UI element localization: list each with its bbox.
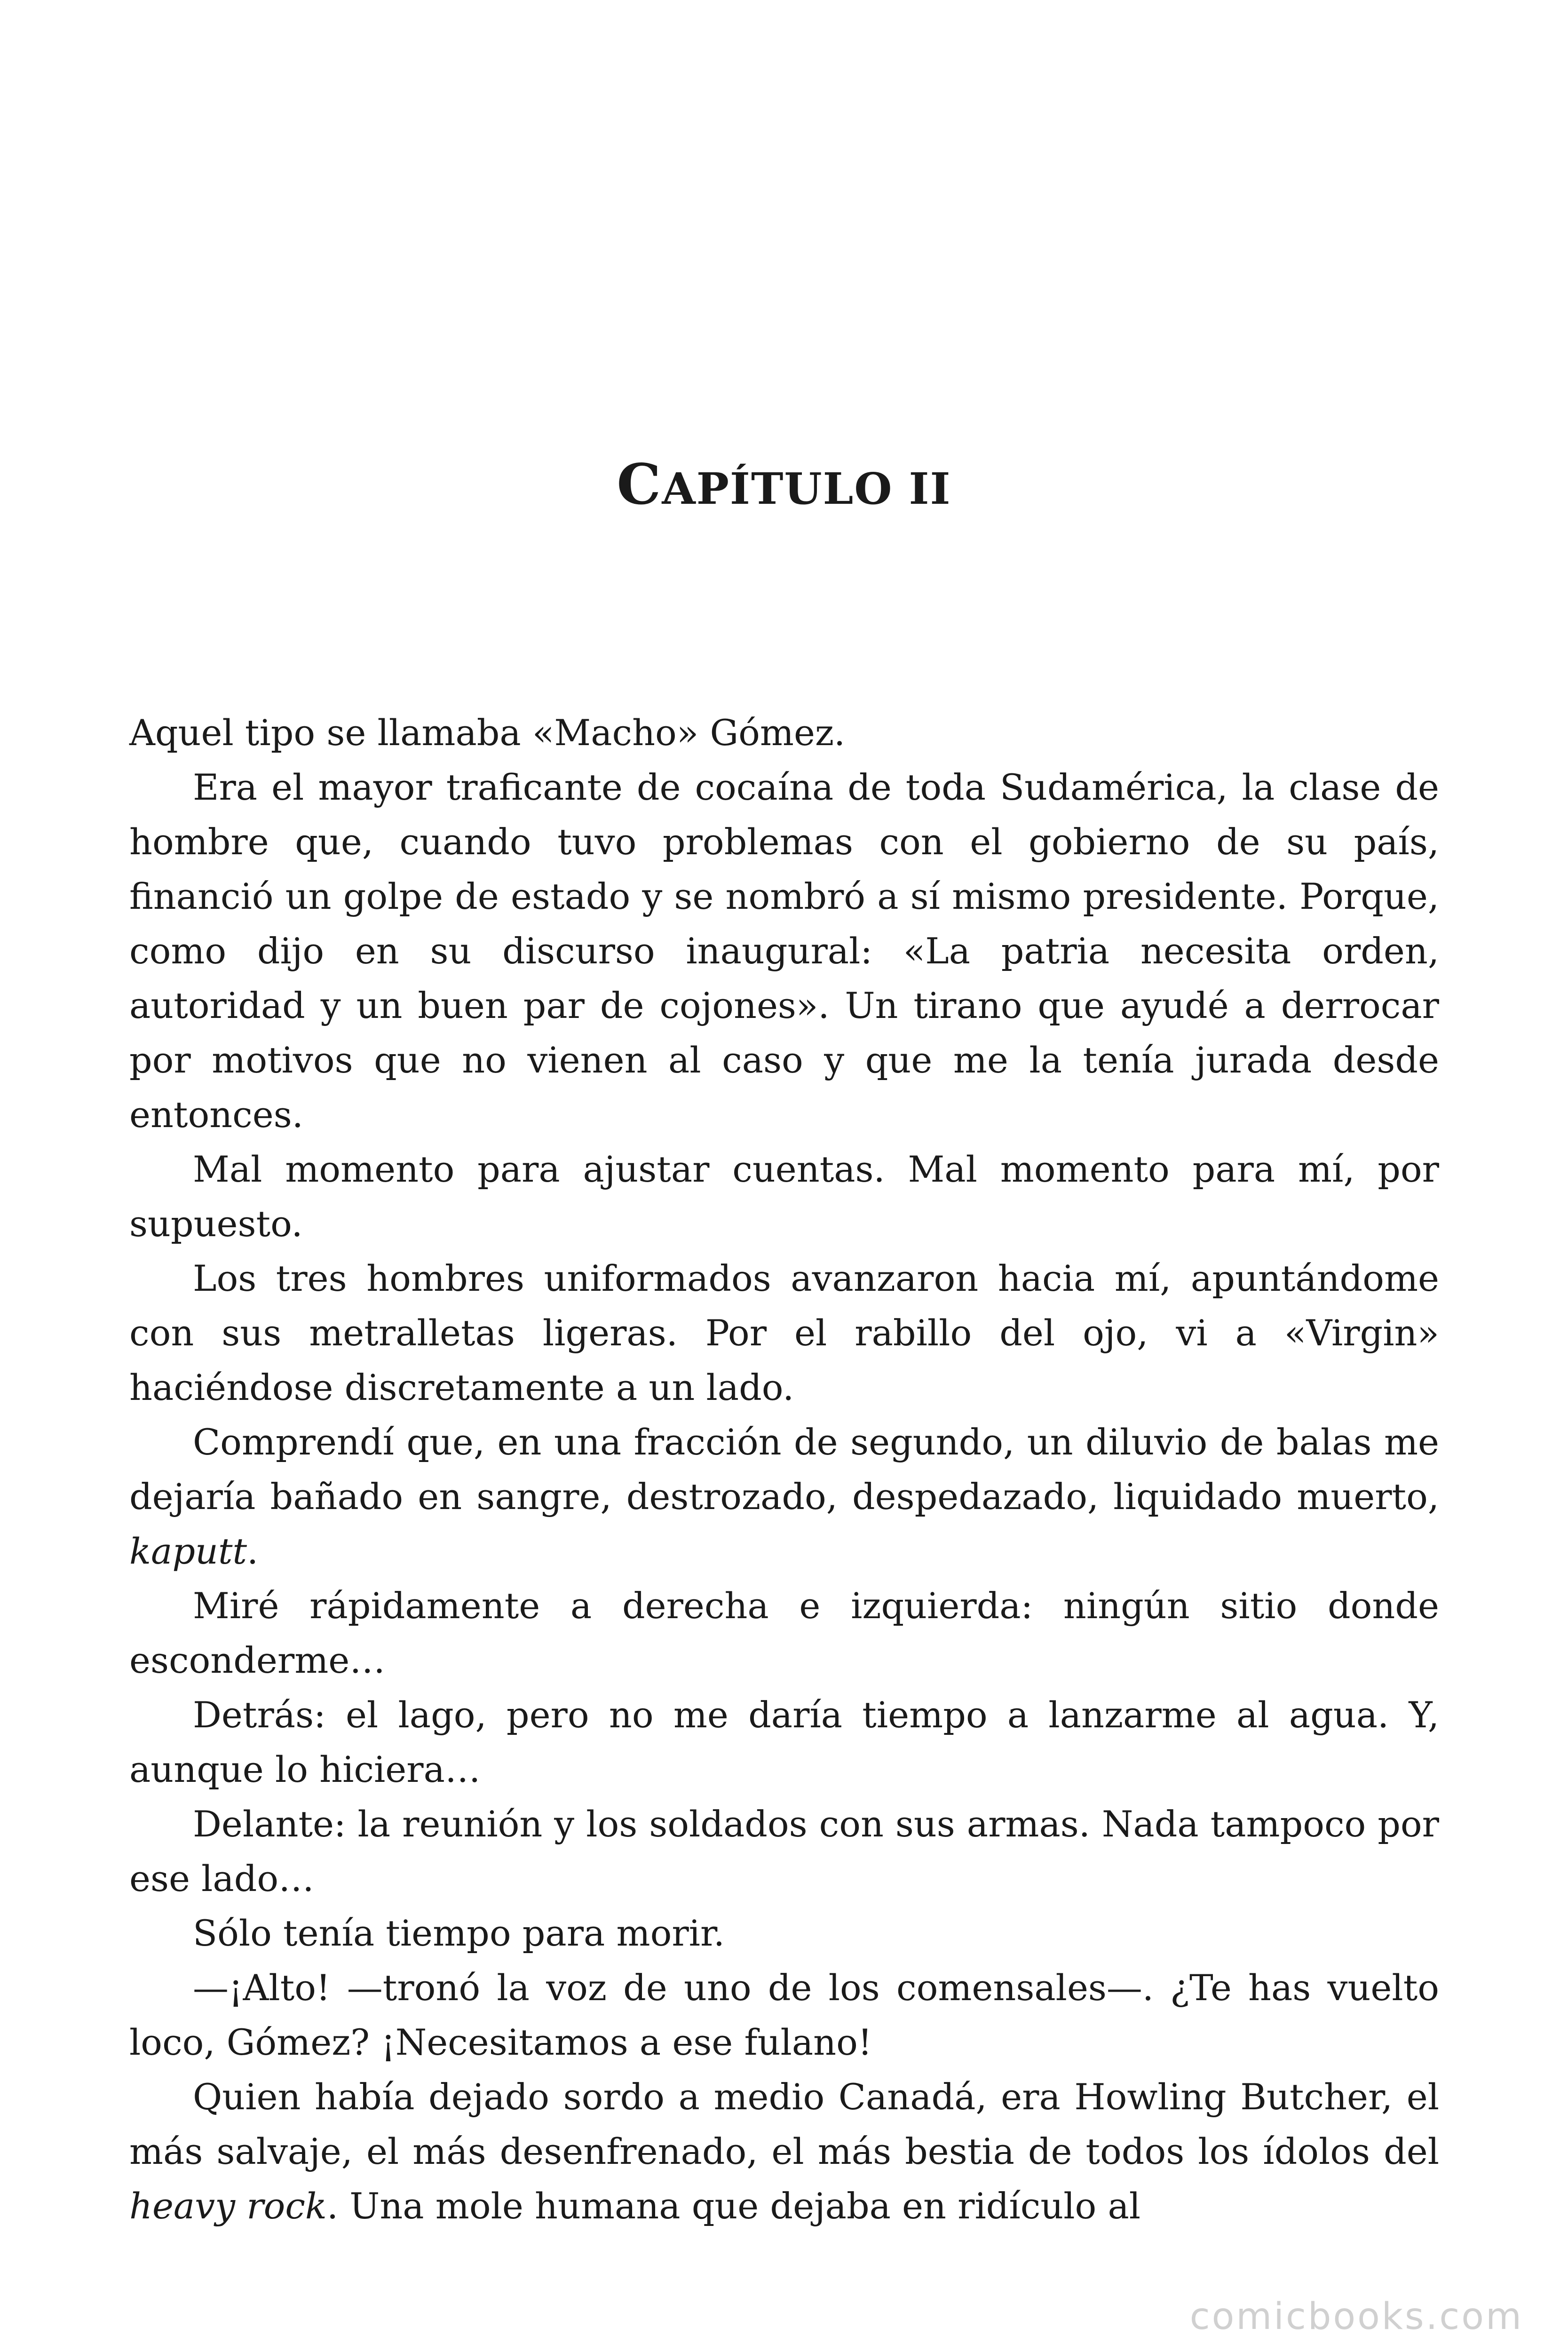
- paragraph: Mal momento para ajustar cuentas. Mal momento para mí, por supuesto.: [129, 1148, 1439, 1245]
- paragraph: Los tres hombres uniformados avanzaron hacia mí, apuntándome con sus metralletas ligeras. Por el rabillo del ojo, vi a «Virgin» haciéndose discretamente a un lado.: [129, 1257, 1439, 1408]
- italic-phrase: kaputt: [129, 1530, 247, 1572]
- paragraph: Detrás: el lago, pero no me daría tiempo a lanzarme al agua. Y, aunque lo hiciera…: [129, 1694, 1439, 1790]
- paragraph-text: . Una mole humana que dejaba en ridículo al: [326, 2185, 1141, 2227]
- paragraph: Era el mayor traficante de cocaína de toda Sudamérica, la clase de hombre que, cuando tuvo problemas con el gobierno de su país, financió un golpe de estado y se nombró a sí mismo presidente. Porque, como dijo en su discurso inaugural: «La patria necesita orden, autoridad y un buen par de cojones». Un tirano que ayudé a derrocar por motivos que no vienen al caso y que me la tenía jurada desde entonces.: [129, 766, 1439, 1136]
- chapter-title-initial: C: [617, 452, 662, 517]
- italic-phrase: heavy rock: [129, 2185, 327, 2227]
- paragraph: [129, 1415, 1439, 1579]
- paragraph: —¡Alto! —tronó la voz de uno de los comensales—. ¿Te has vuelto loco, Gómez? ¡Necesitamos a ese fulano!: [129, 1967, 1439, 2063]
- paragraph-text: .: [247, 1530, 259, 1572]
- paragraph-text: Quien había dejado sordo a medio Canadá, era Howling Butcher, el más salvaje, el más desenfrenado, el más bestia de todos los ídolos del: [129, 2076, 1439, 2172]
- chapter-body: [129, 706, 1439, 2233]
- paragraph: Delante: la reunión y los soldados con sus armas. Nada tampoco por ese lado…: [129, 1803, 1439, 1899]
- paragraph-text: Comprendí que, en una fracción de segundo, un diluvio de balas me dejaría bañado en sangre, destrozado, despedazado, liquidado muerto,: [129, 1421, 1439, 1518]
- chapter-title: [0, 452, 1568, 517]
- chapter-title-rest: APÍTULO II: [662, 463, 951, 514]
- paragraph: Sólo tenía tiempo para morir.: [193, 1912, 725, 1954]
- paragraph: [129, 2070, 1439, 2233]
- watermark: comicbooks.com: [1189, 2296, 1523, 2338]
- paragraph: Aquel tipo se llamaba «Macho» Gómez.: [129, 712, 846, 754]
- paragraph: Miré rápidamente a derecha e izquierda: ningún sitio donde esconderme…: [129, 1585, 1439, 1681]
